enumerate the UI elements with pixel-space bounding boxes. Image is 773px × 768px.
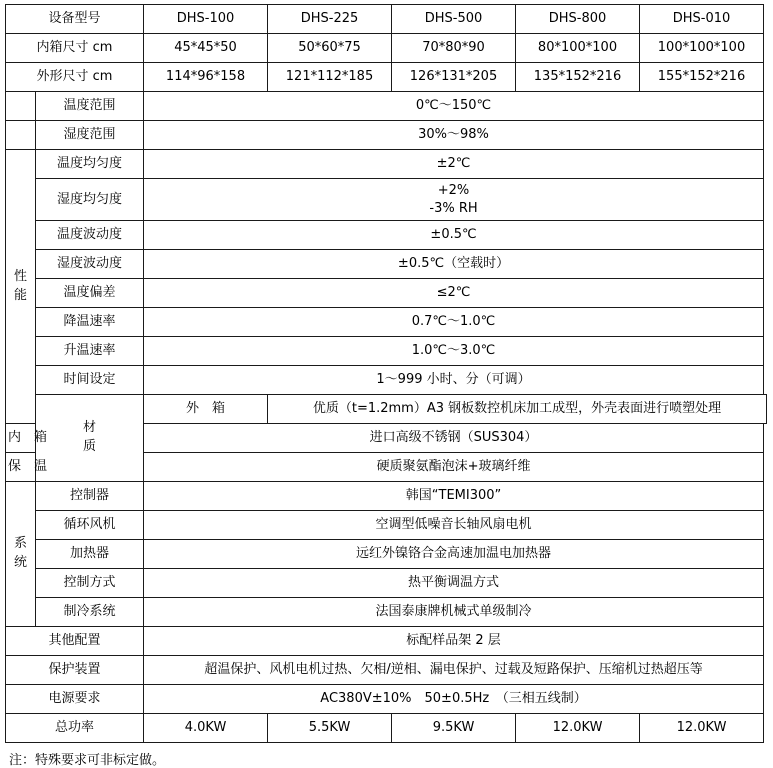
table-row-temp-fluctuation: [6, 221, 767, 250]
row-label-refrigeration: 制冷系统: [36, 598, 144, 627]
footer-note: 注：特殊要求可非标定做。: [9, 753, 166, 768]
row-label-temp-fluctuation: 温度波动度: [36, 221, 144, 250]
row-label-protection: 保护装置: [6, 656, 144, 685]
table-row-control-mode: [6, 569, 767, 598]
humid-uniformity-line2: -3% RH: [429, 200, 478, 216]
section-label-performance: 性 能: [6, 150, 36, 424]
model-dhs-800: DHS-800: [516, 5, 640, 34]
outer-size-5: 155*152*216: [640, 63, 764, 92]
row-label-controller: 控制器: [36, 482, 144, 511]
table-row-material-outer: [6, 395, 767, 424]
inner-size-3: 70*80*90: [392, 34, 516, 63]
row-label-humid-fluctuation: 湿度波动度: [36, 250, 144, 279]
table-row-temp-deviation: [6, 279, 767, 308]
row-label-total-power: 总功率: [6, 714, 144, 743]
outer-size-3: 126*131*205: [392, 63, 516, 92]
table-row-controller: [6, 482, 767, 511]
total-power-5: 12.0KW: [640, 714, 764, 743]
humid-range-value: 30%～98%: [144, 121, 764, 150]
table-row-humid-uniformity: [6, 179, 767, 221]
material-inner-value: 进口高级不锈钢（SUS304）: [144, 424, 764, 453]
section-label-material: 材 质: [36, 395, 144, 482]
outer-size-4: 135*152*216: [516, 63, 640, 92]
heating-rate-value: 1.0℃～3.0℃: [144, 337, 764, 366]
row-label-temp-deviation: 温度偏差: [36, 279, 144, 308]
time-setting-value: 1～999 小时、分（可调）: [144, 366, 764, 395]
table-row-cooling-rate: [6, 308, 767, 337]
row-label-material-outer: 外 箱: [144, 395, 268, 424]
table-row-time-setting: [6, 366, 767, 395]
temp-fluctuation-value: ±0.5℃: [144, 221, 764, 250]
power-requirement-value: AC380V±10% 50±0.5Hz （三相五线制）: [144, 685, 764, 714]
total-power-4: 12.0KW: [516, 714, 640, 743]
total-power-2: 5.5KW: [268, 714, 392, 743]
controller-value: 韩国“TEMI300”: [144, 482, 764, 511]
inner-size-5: 100*100*100: [640, 34, 764, 63]
table-row-humid-range: [6, 121, 767, 150]
row-label-heating-rate: 升温速率: [36, 337, 144, 366]
blank-side-cell-2: [6, 121, 36, 150]
row-label-humid-range: 湿度范围: [36, 121, 144, 150]
inner-size-2: 50*60*75: [268, 34, 392, 63]
heater-value: 远红外镍铬合金高速加温电加热器: [144, 540, 764, 569]
row-label-cooling-rate: 降温速率: [36, 308, 144, 337]
table-row-outer-size: [6, 63, 767, 92]
outer-size-2: 121*112*185: [268, 63, 392, 92]
table-row-humid-fluctuation: [6, 250, 767, 279]
row-label-control-mode: 控制方式: [36, 569, 144, 598]
material-insulation-value: 硬质聚氨酯泡沫+玻璃纤维: [144, 453, 764, 482]
humid-uniformity-value: [144, 179, 764, 221]
table-row-refrigeration: [6, 598, 767, 627]
table-row-header: [6, 5, 767, 34]
row-label-temp-uniformity: 温度均匀度: [36, 150, 144, 179]
row-label-time-setting: 时间设定: [36, 366, 144, 395]
humid-uniformity-line1: +2%: [437, 183, 470, 198]
table-row-temp-range: [6, 92, 767, 121]
row-label-power-requirement: 电源要求: [6, 685, 144, 714]
temp-uniformity-value: ±2℃: [144, 150, 764, 179]
other-config-value: 标配样品架 2 层: [144, 627, 764, 656]
header-label: 设备型号: [6, 5, 144, 34]
table-row-heating-rate: [6, 337, 767, 366]
section-label-system: 系 统: [6, 482, 36, 627]
table-row-circulation-fan: [6, 511, 767, 540]
inner-size-1: 45*45*50: [144, 34, 268, 63]
inner-size-4: 80*100*100: [516, 34, 640, 63]
protection-value: 超温保护、风机电机过热、欠相/逆相、漏电保护、过载及短路保护、压缩机过热超压等: [144, 656, 764, 685]
specification-table: [5, 4, 767, 743]
model-dhs-500: DHS-500: [392, 5, 516, 34]
model-dhs-225: DHS-225: [268, 5, 392, 34]
table-row-heater: [6, 540, 767, 569]
total-power-1: 4.0KW: [144, 714, 268, 743]
table-row-power-requirement: [6, 685, 767, 714]
temp-deviation-value: ≤2℃: [144, 279, 764, 308]
model-dhs-010: DHS-010: [640, 5, 764, 34]
row-label-humid-uniformity: 湿度均匀度: [36, 179, 144, 221]
row-label-material-inner: 内 箱: [6, 424, 36, 453]
table-row-temp-uniformity: [6, 150, 767, 179]
row-label-temp-range: 温度范围: [36, 92, 144, 121]
outer-size-1: 114*96*158: [144, 63, 268, 92]
total-power-3: 9.5KW: [392, 714, 516, 743]
refrigeration-value: 法国泰康牌机械式单级制冷: [144, 598, 764, 627]
material-outer-value: 优质（t=1.2mm）A3 钢板数控机床加工成型，外壳表面进行喷塑处理: [268, 395, 767, 424]
row-label-heater: 加热器: [36, 540, 144, 569]
circulation-fan-value: 空调型低噪音长轴风扇电机: [144, 511, 764, 540]
row-label-other-config: 其他配置: [6, 627, 144, 656]
row-label-outer-size: 外形尺寸 cm: [6, 63, 144, 92]
row-label-inner-size: 内箱尺寸 cm: [6, 34, 144, 63]
model-dhs-100: DHS-100: [144, 5, 268, 34]
table-row-protection: [6, 656, 767, 685]
row-label-material-insulation: 保 温: [6, 453, 36, 482]
temp-range-value: 0℃～150℃: [144, 92, 764, 121]
control-mode-value: 热平衡调温方式: [144, 569, 764, 598]
humid-fluctuation-value: ±0.5℃（空载时）: [144, 250, 764, 279]
cooling-rate-value: 0.7℃～1.0℃: [144, 308, 764, 337]
row-label-circulation-fan: 循环风机: [36, 511, 144, 540]
table-row-total-power: [6, 714, 767, 743]
table-row-other-config: [6, 627, 767, 656]
blank-side-cell-1: [6, 92, 36, 121]
table-row-inner-size: [6, 34, 767, 63]
